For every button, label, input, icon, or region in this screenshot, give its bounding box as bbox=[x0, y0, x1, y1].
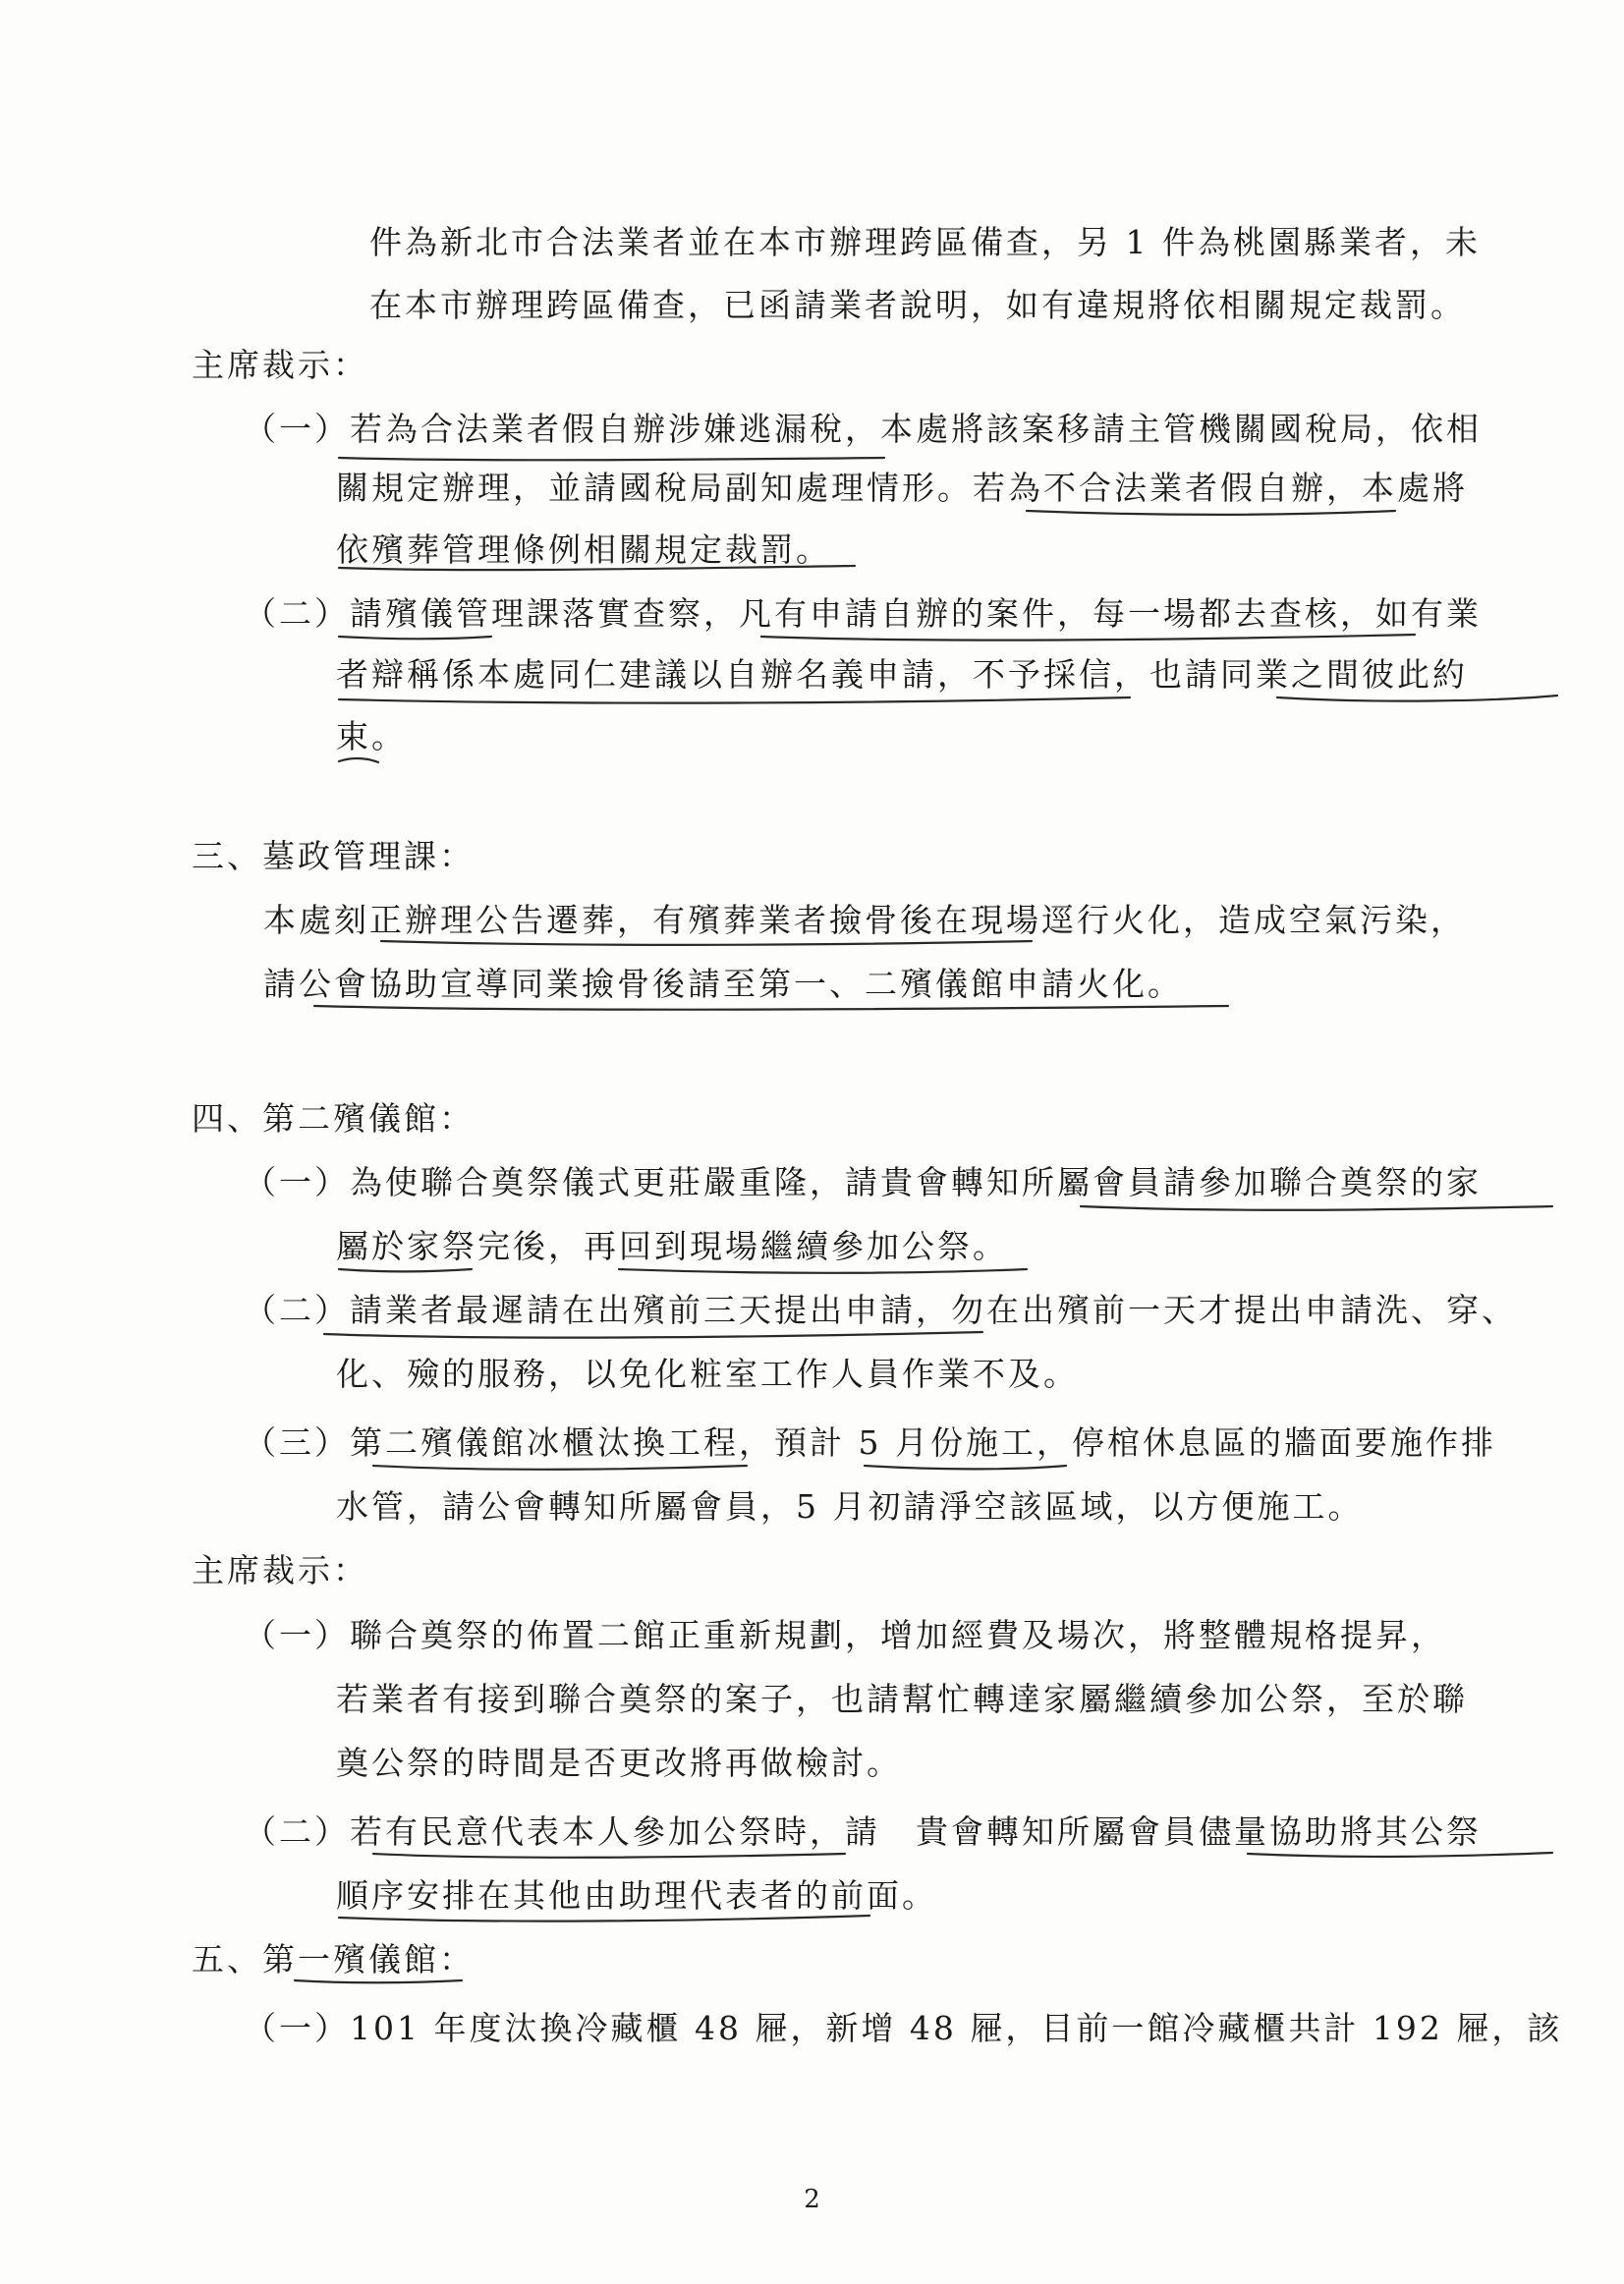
text-line: 者辯稱係本處同仁建議以自辦名義申請，不予採信，也請同業之間彼此約 bbox=[336, 655, 1468, 694]
text-line: （二）請業者最遲請在出殯前三天提出申請，勿在出殯前一天才提出申請洗、穿、 bbox=[244, 1291, 1517, 1329]
text-line: （一）為使聯合奠祭儀式更莊嚴重隆，請貴會轉知所屬會員請參加聯合奠祭的家 bbox=[244, 1163, 1482, 1201]
text-line: 依殯葬管理條例相關規定裁罰。 bbox=[336, 530, 831, 569]
text-line: （一）若為合法業者假自辦涉嫌逃漏稅，本處將該案移請主管機關國稅局，依相 bbox=[244, 410, 1482, 448]
underline-mark bbox=[339, 758, 378, 762]
text-line: （二）請殯儀管理課落實查察，凡有申請自辦的案件，每一場都去查核，如有業 bbox=[244, 594, 1482, 633]
underline-mark bbox=[373, 1466, 747, 1470]
underline-mark bbox=[1081, 1206, 1552, 1210]
text-line: 請公會協助宣導同業撿骨後請至第一、二殯儀館申請火化。 bbox=[263, 965, 1183, 1003]
underline-mark bbox=[865, 1466, 1066, 1469]
section-heading: 三、墓政管理課： bbox=[192, 837, 475, 875]
underline-mark bbox=[619, 1269, 1027, 1273]
text-line: 束。 bbox=[336, 717, 407, 755]
text-line: 化、殮的服務，以免化粧室工作人員作業不及。 bbox=[336, 1355, 1079, 1393]
section-heading: 四、第二殯儀館： bbox=[192, 1099, 475, 1138]
section-heading: 主席裁示： bbox=[192, 346, 368, 384]
text-line: 件為新北市合法業者並在本市辦理跨區備查，另 1 件為桃園縣業者，未 bbox=[369, 223, 1481, 261]
underline-mark bbox=[339, 697, 1130, 703]
text-line: （一）101 年度汰換冷藏櫃 48 屜，新增 48 屜，目前一館冷藏櫃共計 192 屜，該 bbox=[244, 2009, 1563, 2047]
underline-mark bbox=[314, 1006, 1228, 1010]
text-line: 水管，請公會轉知所屬會員，5 月初請淨空該區域，以方便施工。 bbox=[336, 1487, 1364, 1526]
text-line: （一）聯合奠祭的佈置二館正重新規劃，增加經費及場次，將整體規格提昇， bbox=[244, 1616, 1446, 1654]
text-line: 關規定辦理，並請國稅局副知處理情形。若為不合法業者假自辦，本處將 bbox=[336, 469, 1468, 507]
text-line: 奠公祭的時間是否更改將再做檢討。 bbox=[336, 1744, 902, 1782]
text-line: 在本市辦理跨區備查，已函請業者說明，如有違規將依相關規定裁罰。 bbox=[369, 286, 1466, 324]
section-heading: 五、第一殯儀館： bbox=[192, 1940, 475, 1978]
text-line: 本處刻正辦理公告遷葬，有殯葬業者撿骨後在現場逕行火化，造成空氣污染， bbox=[263, 901, 1466, 939]
text-line: 若業者有接到聯合奠祭的案子，也請幫忙轉達家屬繼續參加公祭，至於聯 bbox=[336, 1680, 1468, 1718]
text-line: （三）第二殯儀館冰櫃汰換工程，預計 5 月份施工，停棺休息區的牆面要施作排 bbox=[244, 1423, 1496, 1462]
text-line: （二）若有民意代表本人參加公祭時，請 貴會轉知所屬會員儘量協助將其公祭 bbox=[244, 1812, 1482, 1851]
page-number: 2 bbox=[804, 2185, 820, 2214]
underline-mark bbox=[1027, 511, 1395, 515]
underline-mark bbox=[339, 458, 884, 460]
underline-mark bbox=[339, 1269, 472, 1271]
underline-mark bbox=[339, 637, 491, 639]
text-line: 屬於家祭完後，再回到現場繼續參加公祭。 bbox=[336, 1227, 1008, 1265]
section-heading: 主席裁示： bbox=[192, 1551, 368, 1589]
underline-mark bbox=[324, 1332, 982, 1338]
text-line: 順序安排在其他由助理代表者的前面。 bbox=[336, 1876, 937, 1915]
underline-mark bbox=[373, 1854, 845, 1858]
